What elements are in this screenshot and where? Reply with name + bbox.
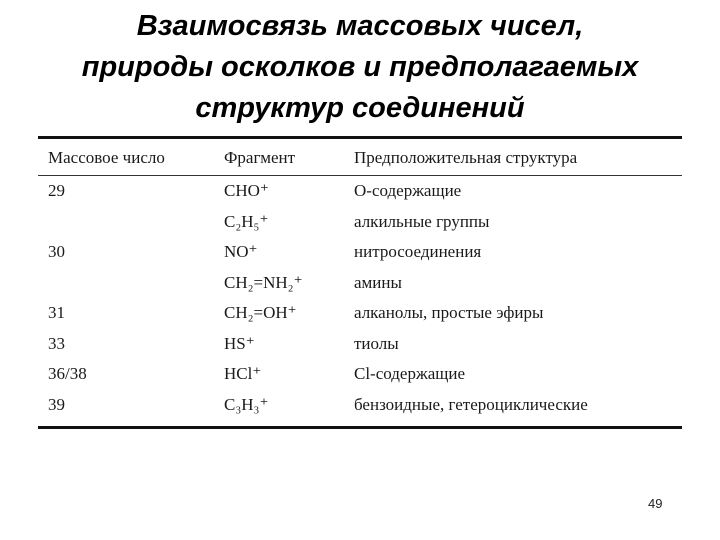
- table-row: [38, 237, 682, 268]
- fragment-cell: C₃H₃⁺: [224, 394, 269, 414]
- table-row: [38, 207, 682, 238]
- table-row: [38, 390, 682, 421]
- table-row: [38, 176, 682, 207]
- mass-fragment-table: [38, 139, 682, 420]
- structure-cell: бензоидные, гетероциклические: [354, 394, 588, 414]
- fragment-cell: HCl⁺: [224, 364, 262, 384]
- fragment-cell: CHO⁺: [224, 181, 269, 201]
- table-row: [38, 359, 682, 390]
- header-fragment: Фрагмент: [224, 148, 296, 167]
- fragment-cell: C₂H₅⁺: [224, 211, 269, 231]
- table-header-row: [38, 139, 682, 175]
- structure-cell: алкильные группы: [354, 211, 490, 231]
- mass-cell: 33: [48, 333, 65, 353]
- mass-cell: [38, 268, 224, 299]
- mass-cell: 29: [48, 181, 65, 201]
- fragment-cell: HS⁺: [224, 333, 255, 353]
- structure-cell: нитросоединения: [354, 242, 482, 262]
- structure-cell: алканолы, простые эфиры: [354, 303, 544, 323]
- fragment-cell: NO⁺: [224, 242, 258, 262]
- table-row: [38, 329, 682, 360]
- structure-cell: амины: [354, 272, 402, 292]
- header-mass-number: Массовое число: [48, 148, 165, 167]
- structure-cell: Cl-содержащие: [354, 364, 465, 384]
- fragment-table: [38, 136, 682, 429]
- slide-title: [0, 6, 720, 129]
- mass-cell: 36/38: [48, 364, 87, 384]
- mass-cell: 30: [48, 242, 65, 262]
- title-line-1: Взаимосвязь массовых чисел,: [136, 10, 584, 42]
- mass-cell: 39: [48, 394, 65, 414]
- table-row: [38, 268, 682, 299]
- header-structure: Предположительная структура: [354, 148, 578, 167]
- fragment-cell: CH₂=OH⁺: [224, 303, 297, 323]
- table-bottom-rule: [38, 426, 682, 429]
- mass-cell: [38, 207, 224, 238]
- title-line-3: структур соединений: [195, 92, 525, 124]
- structure-cell: тиолы: [354, 333, 399, 353]
- page-number: 49: [648, 496, 663, 511]
- title-line-2: природы осколков и предполагаемых: [81, 51, 639, 83]
- fragment-cell: CH₂=NH₂⁺: [224, 272, 303, 292]
- mass-cell: 31: [48, 303, 65, 323]
- table-row: [38, 298, 682, 329]
- structure-cell: О-содержащие: [354, 181, 462, 201]
